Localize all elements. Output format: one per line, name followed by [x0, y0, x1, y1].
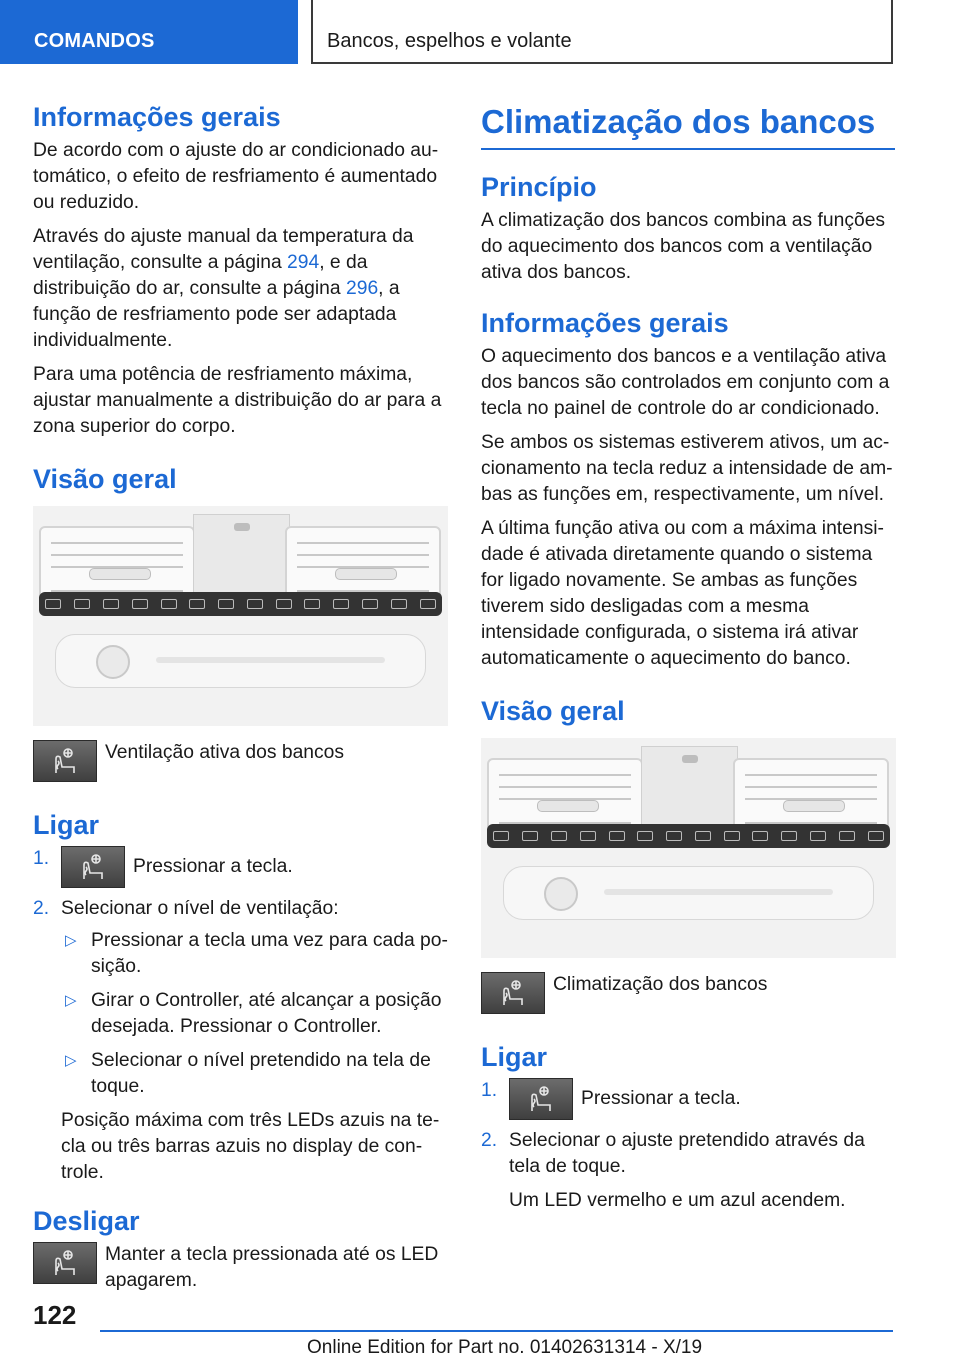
- chapter-label: Bancos, espelhos e volante: [327, 30, 572, 52]
- section-label: COMANDOS: [34, 30, 155, 52]
- off-instruction: Manter a tecla pressionada até os LED apagarem.: [105, 1244, 439, 1291]
- step-note: Posição máxima com três LEDs azuis na tecla ou três barras azuis no display de controle.: [61, 1110, 440, 1183]
- step-text: Selecionar o nível de ventilação:: [61, 898, 339, 919]
- sub-list-item: [61, 1048, 448, 1100]
- triangle-bullet-icon: ▷: [65, 992, 77, 1009]
- sub-list: [61, 928, 448, 1100]
- climate-button-bar: [39, 592, 442, 616]
- sub-item-text: Selecionar o nível pretendido na tela de toque.: [91, 1050, 431, 1097]
- paragraph: Para uma potência de resfriamento máxima, ajustar manualmente a distribuição do ar para a zona superior do corpo.: [33, 364, 442, 437]
- seat-ventilation-icon: [61, 846, 125, 888]
- sub-list-item: [61, 988, 448, 1040]
- section-heading-overview: Visão geral: [481, 696, 625, 726]
- page-link-294[interactable]: 294: [287, 252, 320, 273]
- section-heading-info: Informações gerais: [33, 102, 281, 132]
- section-heading-principle: Princípio: [481, 172, 597, 202]
- paragraph: O aquecimento dos bancos e a ventilação ativa dos bancos são controlados em conjunto com a tecla no painel de controle do ar condicionado.: [481, 346, 890, 419]
- text-fragment: , e da distribuição do ar, consulte a página: [33, 252, 368, 299]
- climate-button-bar: [487, 824, 890, 848]
- seat-ventilation-icon: [33, 740, 97, 782]
- list-item: [481, 1128, 895, 1214]
- list-item: [481, 1078, 895, 1120]
- volume-dial: [96, 645, 130, 679]
- icon-caption-row: [481, 972, 895, 1014]
- lower-console: [55, 634, 426, 688]
- step-text: Pressionar a tecla.: [133, 856, 293, 878]
- steps-list: [33, 846, 448, 1186]
- seat-climate-icon: [509, 1078, 573, 1120]
- list-item: [33, 896, 448, 1186]
- icon-caption-row: [33, 1242, 448, 1294]
- section-heading-overview: Visão geral: [33, 464, 177, 494]
- step-number: 1.: [481, 1080, 498, 1101]
- paragraph: A última função ativa ou com a máxima intensidade é ativada diretamente quando o sistema for ligado novamente. Se ambas as funções tiverem sido desligadas com a mesma intensidade configurada, o sistema irá ativar automaticamente o aquecimento do banco.: [481, 518, 884, 669]
- sub-item-text: Girar o Controller, até alcançar a posição desejada. Pressionar o Controller.: [91, 990, 442, 1037]
- step-text: Pressionar a tecla.: [581, 1088, 741, 1110]
- text-fragment: , a função de resfriamento pode ser adaptada individualmente.: [33, 278, 400, 351]
- list-item: [33, 846, 448, 888]
- left-column: [33, 100, 448, 1306]
- step-number: 2.: [33, 898, 50, 919]
- text-fragment: Através do ajuste manual da temperatura da ventilação, consulte a página: [33, 226, 414, 273]
- steps-list: [481, 1078, 895, 1214]
- section-heading-info: Informações gerais: [481, 308, 729, 338]
- sub-item-text: Pressionar a tecla uma vez para cada posição.: [91, 930, 448, 977]
- step-text: Selecionar o ajuste pretendido através da tela de toque.: [509, 1130, 865, 1177]
- paragraph: De acordo com o ajuste do ar condicionado automático, o efeito de resfriamento é aumentado ou reduzido.: [33, 140, 439, 213]
- sub-list-item: [61, 928, 448, 980]
- section-tab: [0, 0, 298, 64]
- page-link-296[interactable]: 296: [346, 278, 379, 299]
- seat-climate-icon: [481, 972, 545, 1014]
- climate-panel-illustration: [481, 738, 896, 958]
- section-heading-on: Ligar: [33, 810, 100, 840]
- volume-dial: [544, 877, 578, 911]
- chapter-tab: [311, 0, 893, 64]
- climate-panel-illustration: [33, 506, 448, 726]
- center-display-mount: [641, 746, 738, 832]
- section-heading-on: Ligar: [481, 1042, 548, 1072]
- page-number: 122: [33, 1300, 77, 1330]
- step-note: Um LED vermelho e um azul acendem.: [509, 1190, 846, 1211]
- seat-ventilation-icon: [33, 1242, 97, 1284]
- icon-caption: Ventilação ativa dos bancos: [105, 742, 345, 763]
- paragraph-with-links: [33, 224, 448, 354]
- paragraph: Se ambos os sistemas estiverem ativos, um accionamento na tecla reduz a intensidade de ambas as funções em, respectivamente, um nível.: [481, 432, 893, 505]
- paragraph: A climatização dos bancos combina as funções do aquecimento dos bancos com a ventilação ativa dos bancos.: [481, 210, 886, 283]
- step-number: 2.: [481, 1130, 498, 1151]
- center-display-mount: [193, 514, 290, 600]
- main-title: Climatização dos bancos: [481, 100, 895, 150]
- section-heading-off: Desligar: [33, 1206, 140, 1236]
- lower-console: [503, 866, 874, 920]
- triangle-bullet-icon: ▷: [65, 1052, 77, 1069]
- footer-divider: [100, 1330, 893, 1332]
- right-column: [481, 100, 895, 1222]
- icon-caption: Climatização dos bancos: [553, 974, 768, 995]
- icon-caption-row: [33, 740, 448, 782]
- edition-note: Online Edition for Part no. 01402631314 - X/19: [307, 1337, 703, 1358]
- step-number: 1.: [33, 848, 50, 869]
- triangle-bullet-icon: ▷: [65, 932, 77, 949]
